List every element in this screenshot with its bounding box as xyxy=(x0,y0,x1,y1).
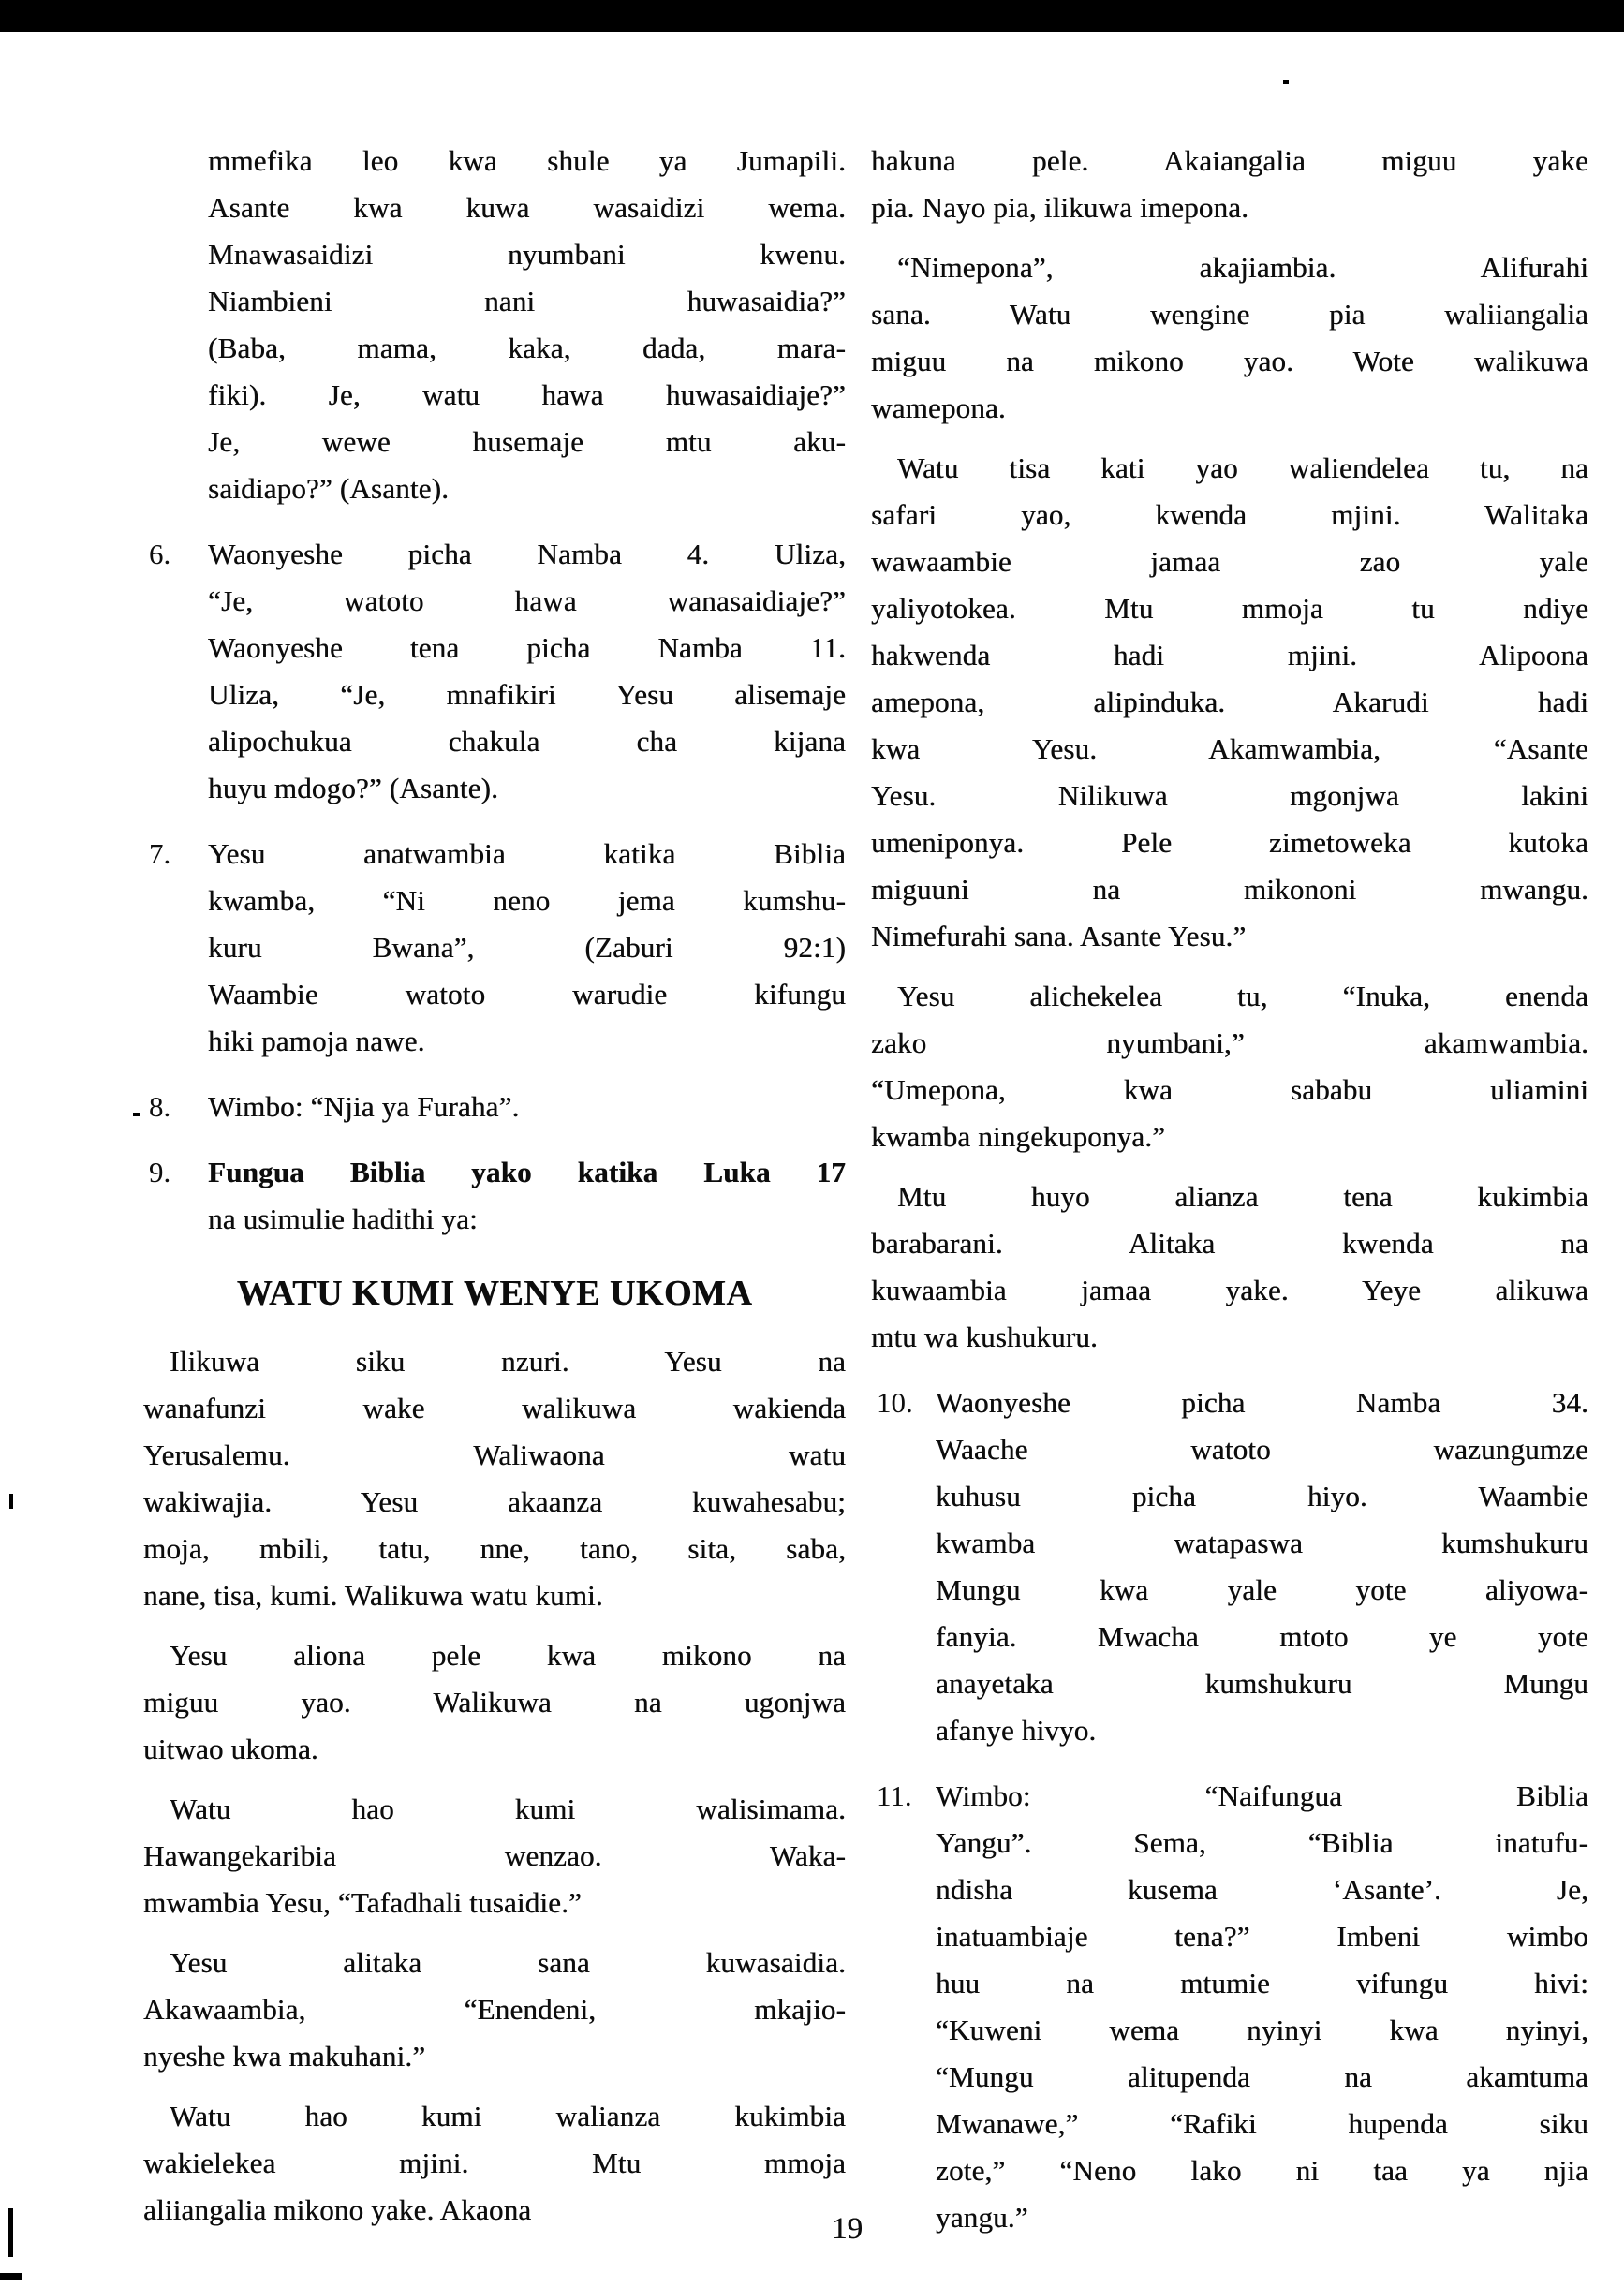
text-line: wakiwajia. Yesu akaanza kuwahesabu; xyxy=(143,1485,846,1518)
text-line: kwamba watapaswa kumshukuru xyxy=(936,1527,1588,1559)
paragraph xyxy=(871,445,1588,960)
text-line: saidiapo?” (Asante). xyxy=(208,472,450,505)
text-line: kuru Bwana”, (Zaburi 92:1) xyxy=(208,931,846,964)
story-heading: WATU KUMI WENYE UKOMA xyxy=(236,1274,753,1313)
scan-edge-artifact-top xyxy=(0,0,1624,32)
list-item xyxy=(143,1084,846,1130)
list-number: 6. xyxy=(149,538,171,570)
text-line: Ilikuwa siku nzuri. Yesu na xyxy=(170,1345,846,1378)
text-line: Akawaambia, “Enendeni, mkajio- xyxy=(143,1993,846,2026)
text-line: nyeshe kwa makuhani.” xyxy=(143,2040,426,2073)
text-line: “Je, watoto hawa wanasaidiaje?” xyxy=(208,584,846,617)
text-line: huyu mdogo?” (Asante). xyxy=(208,772,499,804)
list-number: 11. xyxy=(877,1779,912,1812)
text-line: Waonyeshe picha Namba 34. xyxy=(936,1386,1588,1419)
text-line: hiki pamoja nawe. xyxy=(208,1025,425,1057)
text-line: Yesu aliona pele kwa mikono na xyxy=(170,1639,846,1672)
text-line: Waache watoto wazungumze xyxy=(936,1433,1588,1466)
text-line: wamepona. xyxy=(871,391,1006,424)
text-line: fanyia. Mwacha mtoto ye yote xyxy=(936,1620,1588,1653)
paragraph xyxy=(143,1338,846,1619)
text-line: Yerusalemu. Waliwaona watu xyxy=(143,1439,846,1471)
text-line: Yesu anatwambia katika Biblia xyxy=(208,837,846,870)
text-line: Watu hao kumi walisimama. xyxy=(170,1793,846,1825)
scan-artifact-speck xyxy=(133,1113,140,1116)
text-line: “Umepona, kwa sababu uliamini xyxy=(871,1073,1588,1106)
text-line: nane, tisa, kumi. Walikuwa watu kumi. xyxy=(143,1579,603,1612)
text-line: alipochukua chakula cha kijana xyxy=(208,725,846,758)
page-number: 19 xyxy=(832,2212,863,2246)
text-line: Watu tisa kati yao waliendelea tu, na xyxy=(897,451,1588,484)
paragraph xyxy=(871,1173,1588,1361)
text-line: miguu na mikono yao. Wote walikuwa xyxy=(871,345,1588,377)
text-line: miguu yao. Walikuwa na ugonjwa xyxy=(143,1686,846,1719)
paragraph xyxy=(871,973,1588,1160)
text-line: sana. Watu wengine pia waliiangalia xyxy=(871,298,1588,331)
text-line: umeniponya. Pele zimetoweka kutoka xyxy=(871,826,1588,859)
text-line: Je, wewe husemaje mtu aku- xyxy=(208,425,846,458)
text-line: hakuna pele. Akaiangalia miguu yake xyxy=(871,144,1588,177)
text-line: kwa Yesu. Akamwambia, “Asante xyxy=(871,732,1588,765)
scan-artifact-left-bar xyxy=(8,2208,13,2257)
scan-artifact-speck xyxy=(9,1494,13,1509)
list-item xyxy=(871,1380,1588,1754)
text-line: Yangu”. Sema, “Biblia inatufu- xyxy=(936,1826,1588,1859)
scan-artifact-corner-dash xyxy=(0,2273,22,2280)
text-line: Nimefurahi sana. Asante Yesu.” xyxy=(871,920,1247,952)
text-line: moja, mbili, tatu, nne, tano, sita, saba, xyxy=(143,1532,846,1565)
text-line: anayetaka kumshukuru Mungu xyxy=(936,1667,1588,1700)
text-line: yangu.” xyxy=(936,2201,1028,2234)
text-line: mtu wa kushukuru. xyxy=(871,1321,1098,1353)
paragraph xyxy=(143,1632,846,1773)
text-line: Yesu alitaka sana kuwasaidia. xyxy=(170,1946,846,1979)
text-line: huu na mtumie vifungu hivi: xyxy=(936,1967,1588,1999)
text-line: wawaambie jamaa zao yale xyxy=(871,545,1588,578)
text-line: mwambia Yesu, “Tafadhali tusaidie.” xyxy=(143,1886,582,1919)
list-item xyxy=(143,1149,846,1243)
text-line: barabarani. Alitaka kwenda na xyxy=(871,1227,1588,1260)
text-line: kwamba ningekuponya.” xyxy=(871,1120,1166,1153)
text-line: amepona, alipinduka. Akarudi hadi xyxy=(871,686,1588,718)
text-line: hakwenda hadi mjini. Alipoona xyxy=(871,639,1588,671)
text-line: Wimbo: “Naifungua Biblia xyxy=(936,1779,1588,1812)
text-line: kuwaambia jamaa yake. Yeye alikuwa xyxy=(871,1274,1588,1306)
text-line: Waambie watoto warudie kifungu xyxy=(208,978,846,1011)
text-line: fiki). Je, watu hawa huwasaidiaje?” xyxy=(208,378,846,411)
right-column xyxy=(871,138,1588,2241)
text-line: Niambieni nani huwasaidia?” xyxy=(208,285,846,317)
paragraph xyxy=(871,244,1588,432)
text-line: “Nimepona”, akajiambia. Alifurahi xyxy=(897,251,1588,284)
text-line: aliiangalia mikono yake. Akaona xyxy=(143,2193,532,2226)
text-line: Waonyeshe tena picha Namba 11. xyxy=(208,631,846,664)
text-line: Mungu kwa yale yote aliyowa- xyxy=(936,1573,1588,1606)
list-item xyxy=(143,531,846,812)
list-number: 10. xyxy=(877,1386,913,1419)
text-line: (Baba, mama, kaka, dada, mara- xyxy=(208,332,846,364)
list-item xyxy=(143,831,846,1065)
text-line: Asante kwa kuwa wasaidizi wema. xyxy=(208,191,846,224)
text-line: Uliza, “Je, mnafikiri Yesu alisemaje xyxy=(208,678,846,711)
list-number: 7. xyxy=(149,837,171,870)
text-line: inatuambiaje tena?” Imbeni wimbo xyxy=(936,1920,1588,1953)
text-line: na usimulie hadithi ya: xyxy=(208,1203,478,1235)
text-line: Yesu alichekelea tu, “Inuka, enenda xyxy=(897,980,1588,1012)
list-item xyxy=(871,1773,1588,2241)
paragraph xyxy=(143,2093,846,2234)
list-number: 9. xyxy=(149,1156,171,1188)
text-line: Mwanawe,” “Rafiki hupenda siku xyxy=(936,2107,1588,2140)
text-line: uitwao ukoma. xyxy=(143,1733,318,1765)
text-line: Mtu huyo alianza tena kukimbia xyxy=(897,1180,1588,1213)
text-line: yaliyotokea. Mtu mmoja tu ndiye xyxy=(871,592,1588,625)
text-line: afanye hivyo. xyxy=(936,1714,1097,1747)
text-line: Yesu. Nilikuwa mgonjwa lakini xyxy=(871,779,1588,812)
text-line: Waonyeshe picha Namba 4. Uliza, xyxy=(208,538,846,570)
paragraph xyxy=(871,138,1588,231)
text-line: Hawangekaribia wenzao. Waka- xyxy=(143,1839,846,1872)
text-line: kwamba, “Ni neno jema kumshu- xyxy=(208,884,846,917)
paragraph xyxy=(143,1786,846,1926)
scan-artifact-speck xyxy=(1283,80,1289,84)
text-line: wakielekea mjini. Mtu mmoja xyxy=(143,2147,846,2179)
text-line: Mnawasaidizi nyumbani kwenu. xyxy=(208,238,846,271)
text-line: Watu hao kumi walianza kukimbia xyxy=(170,2100,846,2132)
text-line: Fungua Biblia yako katika Luka 17 xyxy=(208,1156,846,1188)
text-line: safari yao, kwenda mjini. Walitaka xyxy=(871,498,1588,531)
text-line: kuhusu picha hiyo. Waambie xyxy=(936,1480,1588,1512)
list-number: 8. xyxy=(149,1090,171,1123)
text-line: pia. Nayo pia, ilikuwa imepona. xyxy=(871,191,1249,224)
text-line: wanafunzi wake walikuwa wakienda xyxy=(143,1392,846,1424)
text-line: ndisha kusema ‘Asante’. Je, xyxy=(936,1873,1588,1906)
text-line: miguuni na mikononi mwangu. xyxy=(871,873,1588,906)
text-line: zote,” “Neno lako ni taa ya njia xyxy=(936,2154,1588,2187)
text-line: “Kuweni wema nyinyi kwa nyinyi, xyxy=(936,2014,1588,2046)
text-line: mmefika leo kwa shule ya Jumapili. xyxy=(208,144,846,177)
paragraph xyxy=(143,138,846,512)
text-line: zako nyumbani,” akamwambia. xyxy=(871,1026,1588,1059)
text-line: “Mungu alitupenda na akamtuma xyxy=(936,2060,1588,2093)
left-column xyxy=(143,138,846,2234)
text-line: Wimbo: “Njia ya Furaha”. xyxy=(208,1090,520,1123)
paragraph xyxy=(143,1940,846,2080)
